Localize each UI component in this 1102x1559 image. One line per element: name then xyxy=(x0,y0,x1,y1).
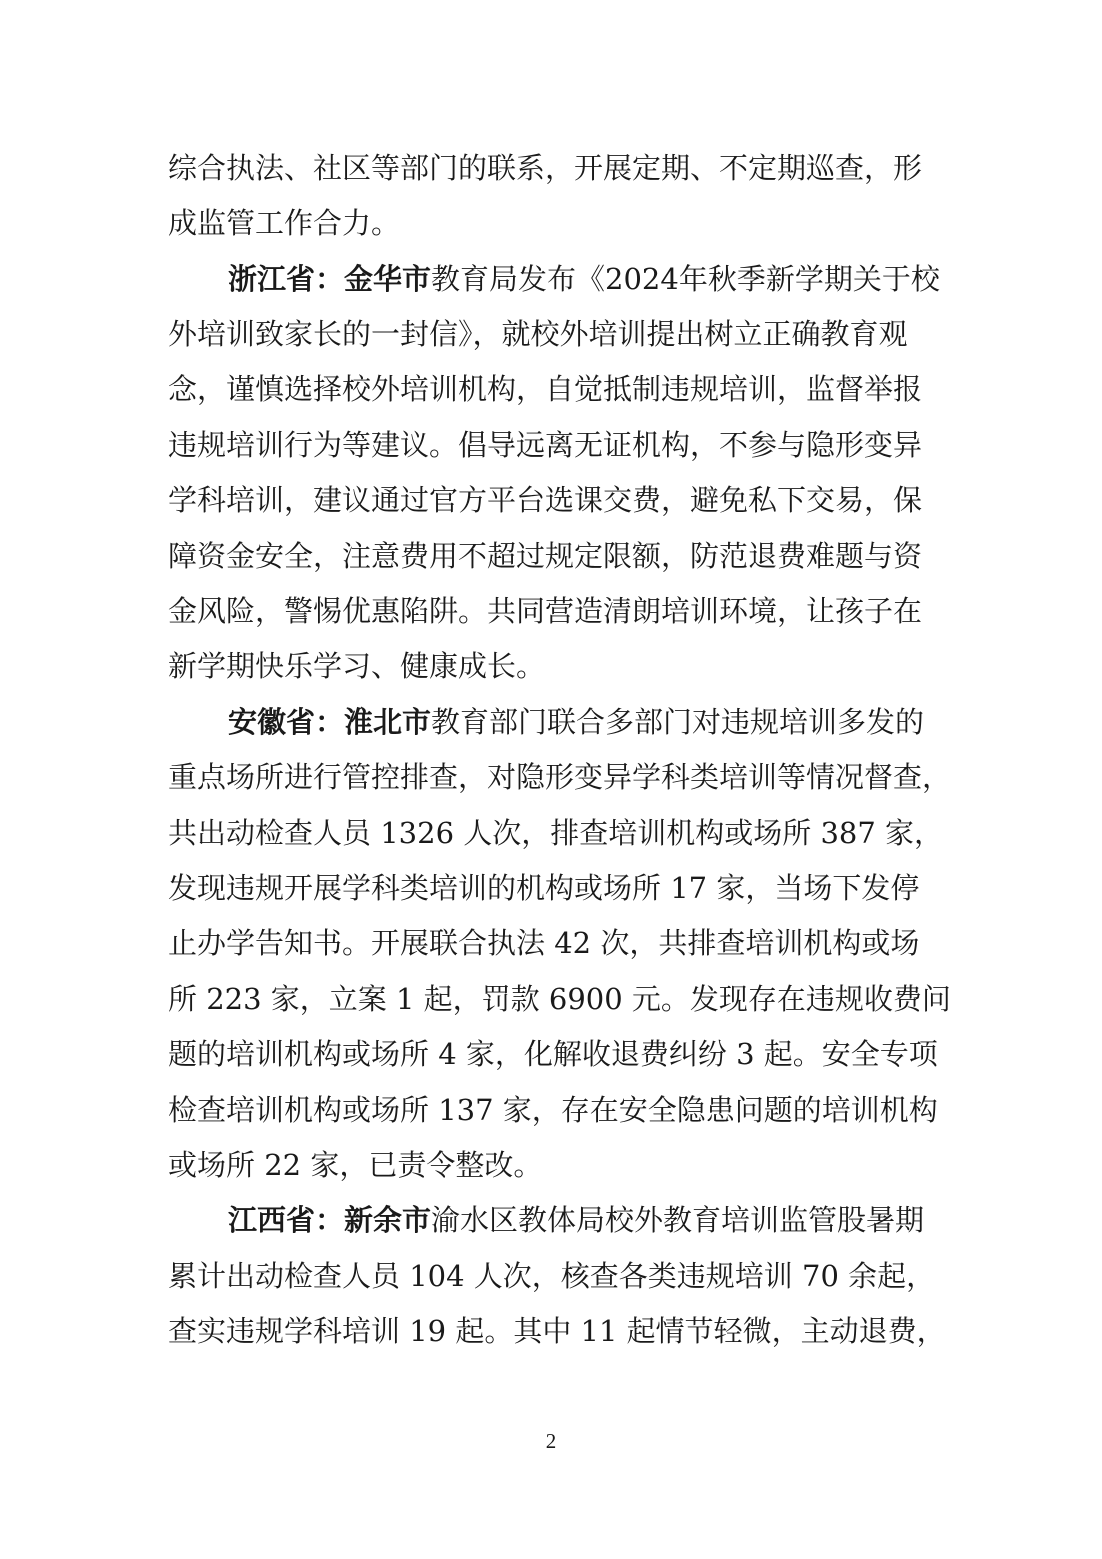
paragraph-line: 查实违规学科培训 19 起。其中 11 起情节轻微，主动退费， xyxy=(168,1314,946,1348)
paragraph-first-line xyxy=(228,702,924,742)
paragraph-line: 发现违规开展学科类培训的机构或场所 17 家，当场下发停 xyxy=(168,871,920,905)
paragraph-line: 或场所 22 家，已责令整改。 xyxy=(168,1148,543,1182)
paragraph-line: 累计出动检查人员 104 人次，核查各类违规培训 70 余起， xyxy=(168,1259,936,1293)
city-label: 金华市 xyxy=(344,262,432,296)
paragraph-line: 念，谨慎选择校外培训机构，自觉抵制违规培训，监督举报 xyxy=(168,372,923,406)
paragraph-line: 新学期快乐学习、健康成长。 xyxy=(168,649,546,683)
province-label: 安徽省： xyxy=(228,705,345,739)
paragraph-text: 教育部门联合多部门对违规培训多发的 xyxy=(431,705,925,739)
paragraph-first-line xyxy=(228,259,940,299)
province-label: 江西省： xyxy=(228,1203,345,1237)
page-number: 2 xyxy=(545,1429,557,1453)
paragraph-line: 障资金安全，注意费用不超过规定限额，防范退费难题与资 xyxy=(168,539,923,573)
city-label: 新余市 xyxy=(344,1203,432,1237)
paragraph-line: 重点场所进行管控排查，对隐形变异学科类培训等情况督查， xyxy=(168,760,952,794)
paragraph-first-line xyxy=(228,1200,924,1240)
paragraph-line: 检查培训机构或场所 137 家，存在安全隐患问题的培训机构 xyxy=(168,1093,938,1127)
paragraph-line: 所 223 家，立案 1 起，罚款 6900 元。发现存在违规收费问 xyxy=(168,982,951,1016)
city-label: 淮北市 xyxy=(344,705,432,739)
province-label: 浙江省： xyxy=(228,262,345,296)
paragraph-line: 题的培训机构或场所 4 家，化解收退费纠纷 3 起。安全专项 xyxy=(168,1037,938,1071)
paragraph-line: 金风险，警惕优惠陷阱。共同营造清朗培训环境，让孩子在 xyxy=(168,594,923,628)
paragraph-line: 共出动检查人员 1326 人次，排查培训机构或场所 387 家， xyxy=(168,816,944,850)
paragraph-line: 学科培训，建议通过官方平台选课交费，避免私下交易，保 xyxy=(168,483,923,517)
paragraph-text: 渝水区教体局校外教育培训监管股暑期 xyxy=(431,1203,925,1237)
paragraph-line: 综合执法、社区等部门的联系，开展定期、不定期巡查，形 xyxy=(168,151,923,185)
paragraph-text: 教育局发布《2024年秋季新学期关于校 xyxy=(431,262,940,296)
paragraph-line: 违规培训行为等建议。倡导远离无证机构，不参与隐形变异 xyxy=(168,428,923,462)
paragraph-line: 外培训致家长的一封信》，就校外培训提出树立正确教育观 xyxy=(168,317,908,351)
paragraph-line: 成监管工作合力。 xyxy=(168,206,401,240)
paragraph-line: 止办学告知书。开展联合执法 42 次，共排查培训机构或场 xyxy=(168,926,920,960)
